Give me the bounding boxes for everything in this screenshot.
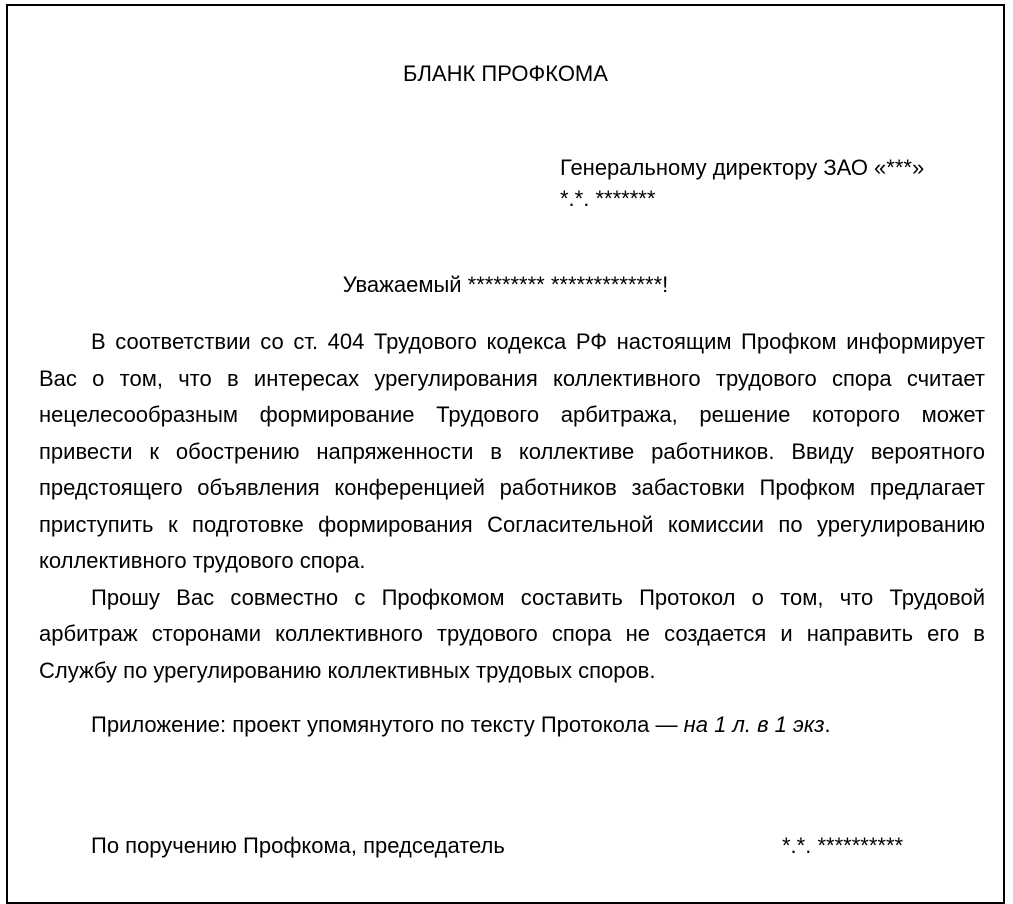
- letterhead-title: БЛАНК ПРОФКОМА: [403, 61, 608, 86]
- attachment-emphasis: на 1 л. в 1 экз: [683, 712, 825, 737]
- greeting: Уважаемый ********* *************!: [342, 272, 669, 297]
- signature-name: *.*. **********: [782, 833, 904, 858]
- body-paragraph-2: Прошу Вас совместно с Профкомом составить Протокол о том, что Трудовой арбитраж сторонами коллективного трудового спора не создается и направить его в Службу по урегулированию коллективных трудовых споров.: [39, 584, 985, 683]
- attachment-suffix: .: [824, 712, 831, 737]
- attachment-prefix: Приложение: проект упомянутого по тексту Протокола —: [91, 712, 684, 737]
- addressee-line-1: Генеральному директору ЗАО «***»: [560, 155, 925, 180]
- attachment-note: [91, 710, 831, 740]
- addressee-block: [560, 152, 924, 214]
- addressee-line-2: *.*. *******: [560, 186, 656, 211]
- body-paragraph-1: В соответствии со ст. 404 Трудового кодекса РФ настоящим Профком информирует Вас о том, что в интересах урегулирования коллективного трудового спора считает нецелесообразным формирование Трудового арбитража, решение которого может привести к обострению напряженности в коллективе работников. Ввиду вероятного предстоящего объявления конференцией работников забастовки Профком предлагает приступить к подготовке формирования Согласительной комиссии по урегулированию коллективного трудового спора.: [39, 329, 985, 573]
- signature-role: По поручению Профкома, председатель: [91, 833, 505, 858]
- letter-body: [39, 324, 985, 689]
- document-page: [6, 4, 1005, 904]
